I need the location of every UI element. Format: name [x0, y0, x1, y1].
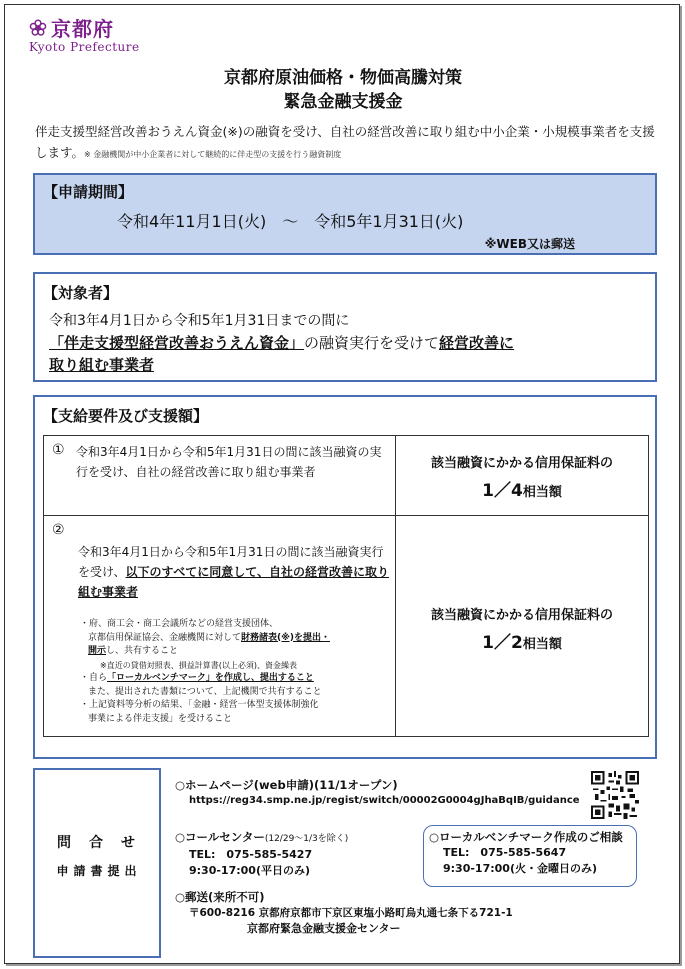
target-heading: 【対象者】 — [43, 284, 119, 302]
amount-label: 該当融資にかかる信用保証料の — [430, 608, 613, 623]
period-heading: 【申請期間】 — [43, 183, 134, 201]
bullet-text: し、共有すること — [106, 646, 179, 656]
contact-label-box — [33, 768, 161, 958]
bullet-bold: 開示 — [88, 646, 107, 656]
intro-note: ※ 金融機関が中小企業者に対して継続的に伴走型の支援を行う融資制度 — [84, 150, 342, 159]
intro-body: 伴走支援型経営改善おうえん資金(※)の融資を受け、自社の経営改善に取り組む中小企業・小規模事業者を支援します。 — [35, 124, 655, 160]
mail-center: 京都府緊急金融支援金センター — [247, 922, 401, 935]
callcenter-hours: 9:30-17:00(平日のみ) — [189, 864, 310, 877]
callcenter-tel: TEL: 075-585-5427 — [189, 848, 313, 861]
amount-fraction: 1／2 — [482, 633, 523, 653]
amount-cell — [396, 516, 648, 736]
contact-label: 問合せ — [57, 835, 153, 851]
benchmark-info — [429, 829, 623, 877]
table-row — [44, 516, 648, 736]
target-line-3: 取り組む事業者 — [49, 356, 155, 374]
table-row — [44, 436, 648, 516]
callcenter-note: (12/29～1/3を除く) — [264, 834, 349, 844]
requirement-bullets — [80, 618, 392, 726]
logo-english: Kyoto Prefecture — [29, 40, 140, 54]
homepage-info — [175, 777, 580, 809]
qr-code-icon[interactable] — [591, 771, 639, 819]
requirements-table — [43, 435, 649, 737]
requirement-text-a: 令和3年4月1日から令和5年1月31日の間に該当融資実行を受け、 — [78, 545, 384, 579]
bullet-line: また、提出された書類について、上記機関で共有すること — [88, 686, 322, 697]
kyoto-flower-icon — [29, 19, 47, 37]
callcenter-heading — [175, 829, 348, 847]
requirement-cell — [44, 436, 396, 515]
benchmark-tel: TEL: 075-585-5647 — [443, 846, 567, 859]
requirement-text-b: 以下のすべてに同意して、自社の経営改善に取り組む事業者 — [78, 565, 390, 599]
mail-heading: ○郵送(来所不可) — [175, 890, 265, 904]
mail-info — [175, 889, 513, 937]
callcenter-info — [175, 829, 348, 879]
homepage-url[interactable]: https://reg34.smp.ne.jp/regist/switch/00002G0004gJhaBqIB/guidance — [189, 795, 580, 806]
flyer-page — [4, 4, 680, 964]
bullet-line: 事業による伴走支援」を受けること — [88, 713, 233, 724]
intro-text — [35, 121, 655, 165]
target-line-2-end: 経営改善に — [439, 334, 515, 352]
logo-japanese: 京都府 — [51, 17, 114, 41]
requirement-text — [78, 542, 392, 602]
benchmark-heading: ○ローカルベンチマーク作成のご相談 — [429, 830, 623, 844]
homepage-heading: ○ホームページ(web申請)(11/1オープン) — [175, 778, 398, 792]
amount-suffix: 相当額 — [522, 637, 562, 652]
requirements-box — [33, 395, 657, 759]
amount-value — [396, 476, 648, 501]
amount-value — [396, 628, 648, 653]
bullet-line: ・上記資料等分析の結果、「金融・経営一体型支援体制強化 — [80, 700, 319, 710]
eligibility-box — [33, 272, 657, 382]
target-line-2 — [49, 332, 514, 353]
bullet-line — [80, 672, 392, 686]
amount-fraction: 1／4 — [482, 481, 523, 501]
target-fund-name: 「伴走支援型経営改善おうえん資金」 — [49, 334, 305, 352]
bullet-bold: 「ローカルベンチマーク」を作成し、提出すること — [107, 673, 314, 683]
target-line-2-rest: の融資実行を受けて — [304, 334, 440, 352]
row-number: ② — [52, 522, 65, 538]
mail-address: 〒600-8216 京都府京都市下京区東塩小路町烏丸通七条下る721-1 — [189, 907, 513, 919]
amount-cell — [396, 436, 648, 515]
requirements-heading: 【支給要件及び支援額】 — [43, 407, 209, 425]
bullet-line — [80, 632, 392, 646]
submission-label: 申請書提出 — [56, 864, 142, 878]
benchmark-hours: 9:30-17:00(火・金曜日のみ) — [443, 862, 597, 875]
bullet-text: 京都信用保証協会、金融機関に対して — [88, 632, 242, 643]
row-number: ① — [52, 442, 65, 458]
page-title: 京都府原油価格・物価高騰対策 — [224, 68, 462, 88]
bullet-note: ※直近の貸借対照表、損益計算書(以上必須)、資金繰表 — [100, 660, 297, 670]
bullet-line — [80, 645, 392, 659]
application-period-box — [33, 173, 657, 255]
bullet-text: ・自ら — [80, 673, 108, 683]
period-note: ※WEB又は郵送 — [484, 237, 575, 251]
bullet-line: ・府、商工会・商工会議所などの経営支援団体、 — [80, 619, 279, 629]
period-dates: 令和4年11月1日(火) ～ 令和5年1月31日(火) — [117, 212, 464, 231]
requirement-cell — [44, 516, 396, 736]
target-line-1: 令和3年4月1日から令和5年1月31日までの間に — [49, 313, 350, 329]
bullet-bold: 財務諸表(※)を提出・ — [241, 632, 330, 643]
page-subtitle: 緊急金融支援金 — [283, 92, 403, 112]
amount-label: 該当融資にかかる信用保証料の — [430, 456, 613, 471]
amount-suffix: 相当額 — [522, 485, 562, 500]
requirement-text: 令和3年4月1日から令和5年1月31日の間に該当融資の実行を受け、自社の経営改善に取り組む事業者 — [76, 445, 382, 479]
kyoto-logo — [29, 13, 159, 54]
callcenter-title: ○コールセンター — [175, 830, 265, 844]
